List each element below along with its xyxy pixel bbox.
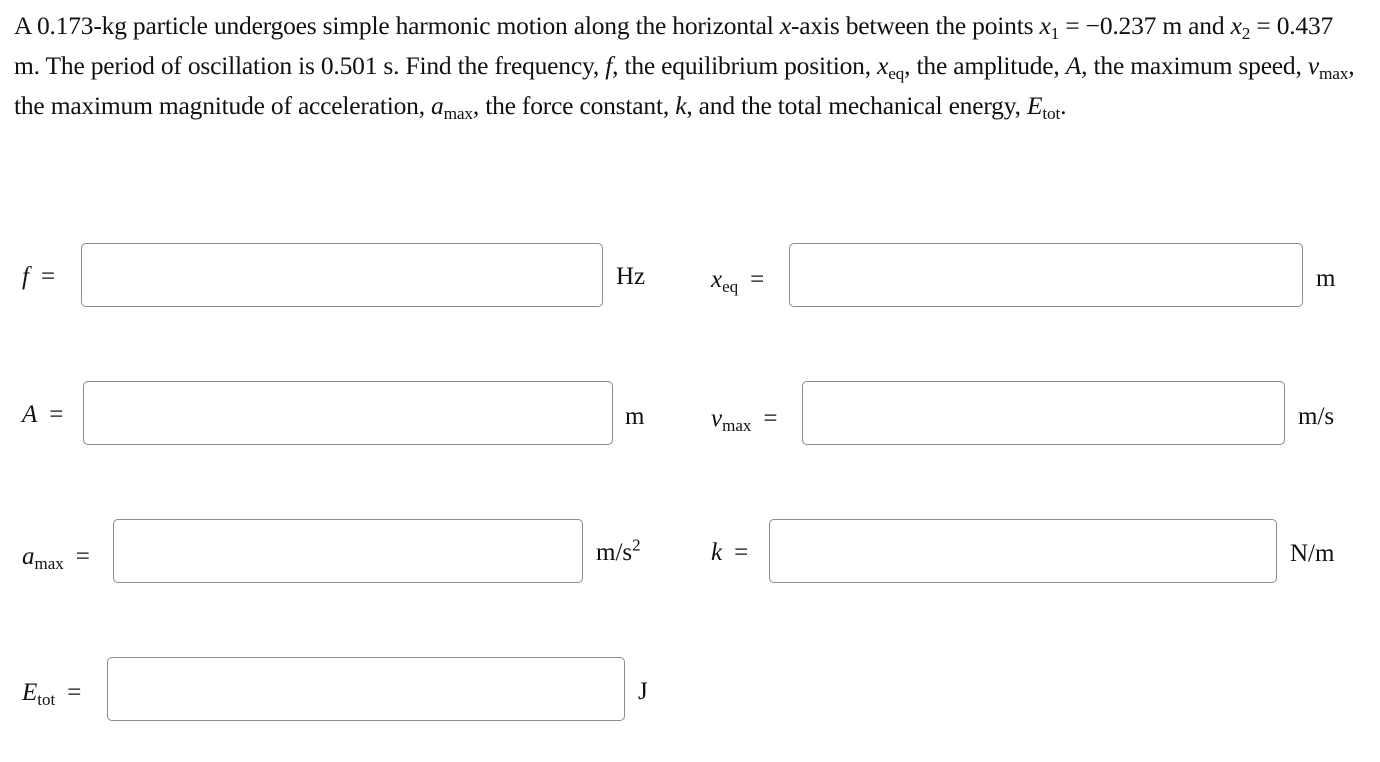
- max-speed-input[interactable]: [802, 381, 1285, 445]
- amplitude-unit: m: [625, 403, 645, 430]
- total-energy-label: $E_{tot}$ =: [22, 679, 82, 709]
- amplitude-input[interactable]: [83, 381, 613, 445]
- max-speed-label: $v_{max}$ =: [711, 405, 778, 435]
- force-constant-unit: N/m: [1290, 540, 1335, 567]
- max-acceleration-unit: $m/s^2$: [596, 535, 641, 566]
- force-constant-label: k =: [711, 539, 749, 566]
- problem-statement: A 0.173-kg particle undergoes simple harmonic motion along the horizontal x-axis between the points $x_1 = -0.237$ m and $x_2 = 0.437$ m. The period of oscillation is 0.501 s. Find the frequency, f, the equilibrium position, $x_{eq}$, the amplitude, A, the maximum speed, $v_{max}$, the maximum magnitude of acceleration, $a_{max}$, the force constant, k, and the total mechanical energy, $E_{tot}$.: [14, 11, 1355, 123]
- equilibrium-position-input[interactable]: [789, 243, 1303, 307]
- total-energy-unit: J: [638, 678, 648, 705]
- frequency-unit: Hz: [616, 263, 646, 290]
- total-energy-input[interactable]: [107, 657, 625, 721]
- force-constant-input[interactable]: [769, 519, 1277, 583]
- frequency-label: f =: [22, 263, 56, 290]
- equilibrium-position-label: $x_{eq}$ =: [711, 266, 765, 296]
- amplitude-label: A =: [22, 401, 64, 428]
- max-acceleration-label: $a_{max}$ =: [22, 543, 90, 573]
- max-speed-unit: m/s: [1298, 403, 1335, 430]
- frequency-input[interactable]: [81, 243, 603, 307]
- equilibrium-position-unit: m: [1316, 265, 1336, 292]
- max-acceleration-input[interactable]: [113, 519, 583, 583]
